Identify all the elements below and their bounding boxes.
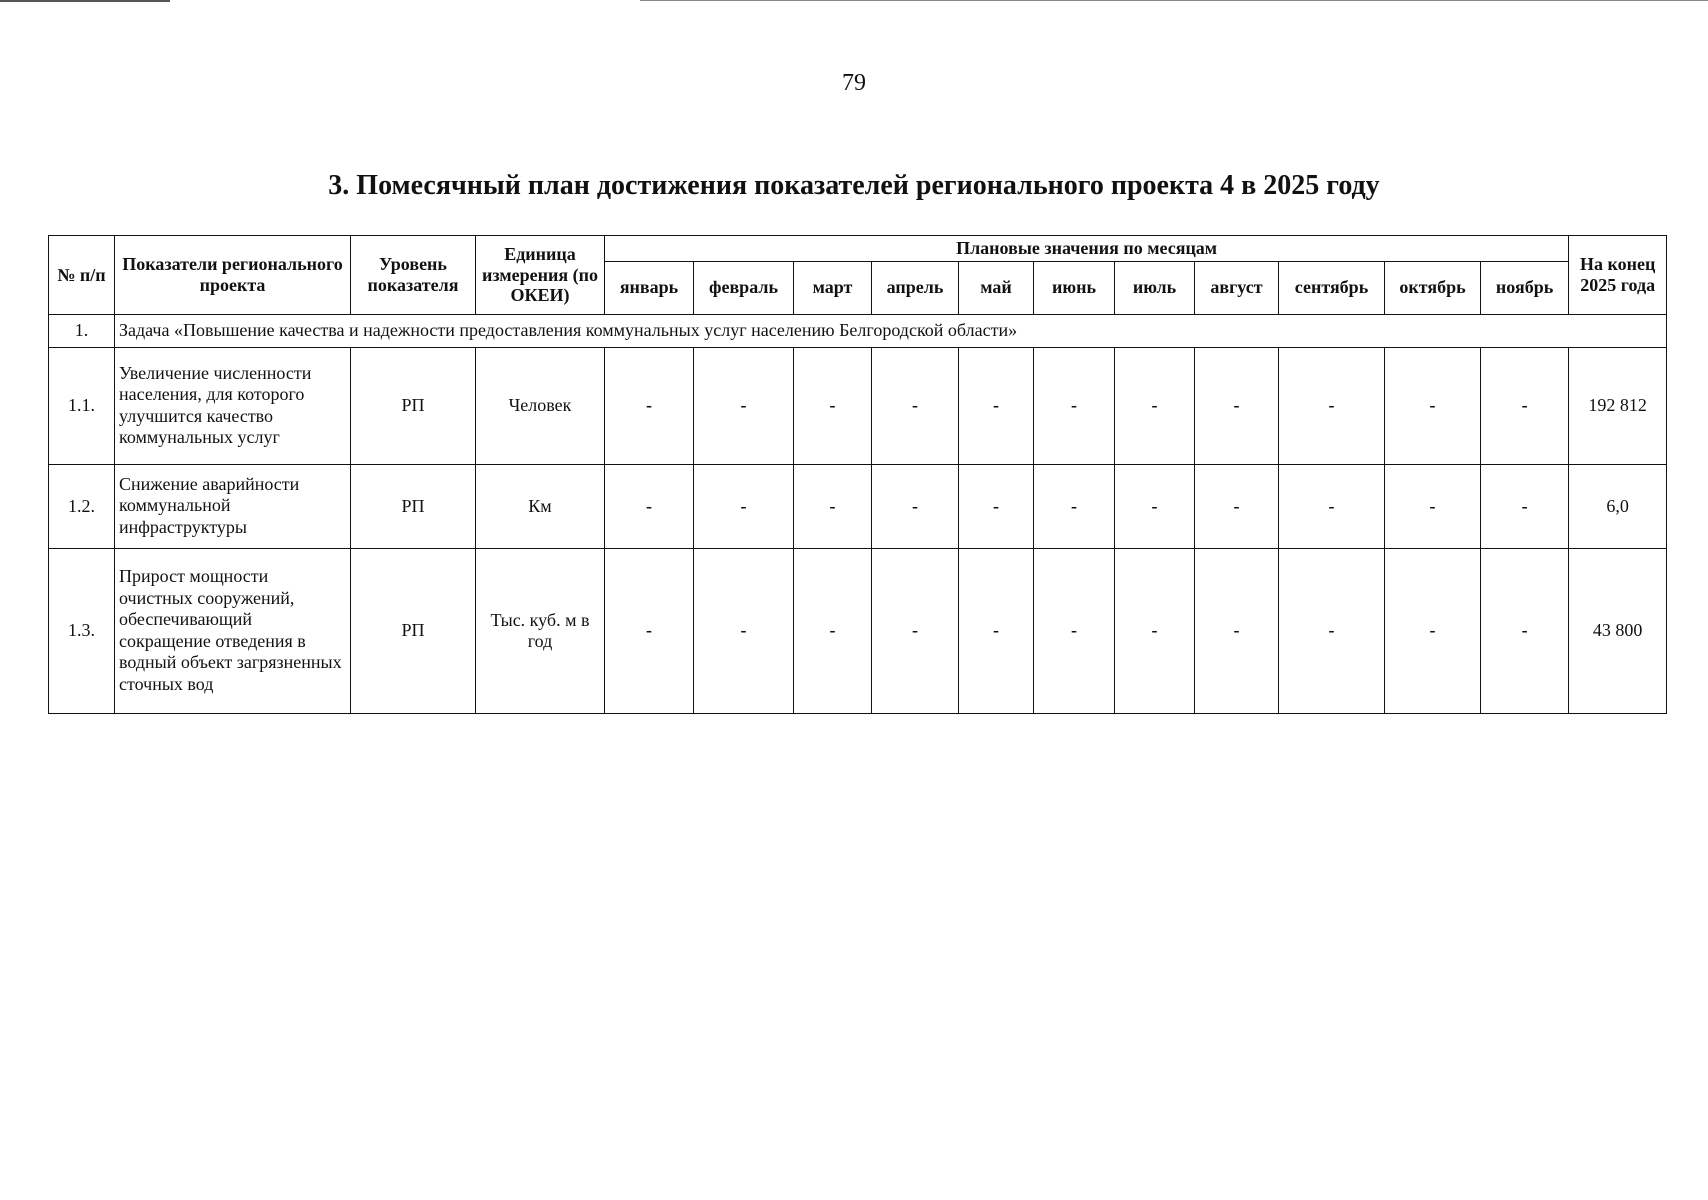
header-num: № п/п <box>49 236 115 315</box>
row-month-value: - <box>959 464 1034 548</box>
row-month-value: - <box>1279 464 1385 548</box>
header-month: май <box>959 261 1034 314</box>
row-month-value: - <box>794 548 872 713</box>
header-month: июль <box>1115 261 1195 314</box>
row-month-value: - <box>1195 347 1279 464</box>
row-month-value: - <box>1115 347 1195 464</box>
row-month-value: - <box>1195 464 1279 548</box>
header-month: апрель <box>872 261 959 314</box>
row-month-value: - <box>872 347 959 464</box>
row-level: РП <box>351 464 476 548</box>
row-month-value: - <box>872 464 959 548</box>
row-month-value: - <box>605 464 694 548</box>
header-year-end: На конец 2025 года <box>1569 236 1667 315</box>
row-month-value: - <box>1034 548 1115 713</box>
header-month: февраль <box>694 261 794 314</box>
row-year-end-value: 43 800 <box>1569 548 1667 713</box>
row-month-value: - <box>794 347 872 464</box>
row-unit: Тыс. куб. м в год <box>476 548 605 713</box>
task-text: Задача «Повышение качества и надежности предоставления коммунальных услуг населению Белгородской области» <box>115 314 1667 347</box>
row-unit: Км <box>476 464 605 548</box>
header-month: октябрь <box>1385 261 1481 314</box>
header-monthly-group: Плановые значения по месяцам <box>605 236 1569 262</box>
row-month-value: - <box>1481 347 1569 464</box>
row-month-value: - <box>1034 347 1115 464</box>
row-month-value: - <box>694 464 794 548</box>
header-unit: Единица измерения (по ОКЕИ) <box>476 236 605 315</box>
page-title: 3. Помесячный план достижения показателей регионального проекта 4 в 2025 году <box>328 170 1380 201</box>
row-month-value: - <box>1385 464 1481 548</box>
row-month-value: - <box>605 347 694 464</box>
row-month-value: - <box>872 548 959 713</box>
row-month-value: - <box>694 548 794 713</box>
monthly-plan-table <box>48 235 1667 714</box>
row-indicator: Прирост мощности очистных сооружений, обеспечивающий сокращение отведения в водный объект загрязненных сточных вод <box>115 548 351 713</box>
row-num: 1.1. <box>49 347 115 464</box>
header-level: Уровень показателя <box>351 236 476 315</box>
row-month-value: - <box>794 464 872 548</box>
header-indicator: Показатели регионального проекта <box>115 236 351 315</box>
row-month-value: - <box>694 347 794 464</box>
row-year-end-value: 192 812 <box>1569 347 1667 464</box>
header-month: ноябрь <box>1481 261 1569 314</box>
row-month-value: - <box>1385 347 1481 464</box>
header-month: январь <box>605 261 694 314</box>
row-num: 1.3. <box>49 548 115 713</box>
task-num: 1. <box>49 314 115 347</box>
page-number: 79 <box>842 70 866 96</box>
task-row <box>49 314 1667 347</box>
row-month-value: - <box>959 347 1034 464</box>
row-month-value: - <box>1279 548 1385 713</box>
row-month-value: - <box>1115 464 1195 548</box>
row-month-value: - <box>1279 347 1385 464</box>
row-level: РП <box>351 347 476 464</box>
table-row <box>49 464 1667 548</box>
row-month-value: - <box>959 548 1034 713</box>
header-month: июнь <box>1034 261 1115 314</box>
row-indicator: Увеличение численности населения, для которого улучшится качество коммунальных услуг <box>115 347 351 464</box>
scan-edge-line <box>640 0 1708 1</box>
header-month: март <box>794 261 872 314</box>
table-row <box>49 347 1667 464</box>
row-unit: Человек <box>476 347 605 464</box>
row-month-value: - <box>1481 464 1569 548</box>
row-num: 1.2. <box>49 464 115 548</box>
row-indicator: Снижение аварийности коммунальной инфраструктуры <box>115 464 351 548</box>
table-row <box>49 548 1667 713</box>
scan-edge-line <box>0 0 170 2</box>
row-month-value: - <box>1115 548 1195 713</box>
row-level: РП <box>351 548 476 713</box>
header-month: август <box>1195 261 1279 314</box>
row-month-value: - <box>1195 548 1279 713</box>
row-month-value: - <box>605 548 694 713</box>
header-month: сентябрь <box>1279 261 1385 314</box>
row-month-value: - <box>1385 548 1481 713</box>
row-year-end-value: 6,0 <box>1569 464 1667 548</box>
row-month-value: - <box>1481 548 1569 713</box>
row-month-value: - <box>1034 464 1115 548</box>
